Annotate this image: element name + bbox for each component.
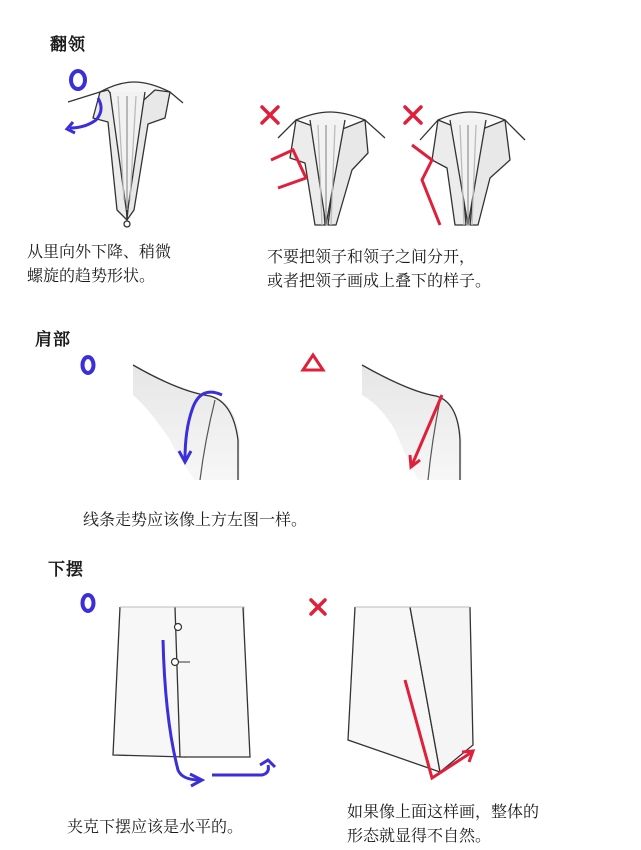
partial-mark-shoulder bbox=[303, 355, 323, 370]
section-title-hem: 下摆 bbox=[48, 560, 84, 580]
shoulder-caption: 线条走势应该像上方左图一样。 bbox=[83, 510, 308, 529]
shoulder-good-figure bbox=[133, 365, 240, 480]
hem-bad-caption: 如果像上面这样画，整体的 形态就显得不自然。 bbox=[347, 802, 540, 845]
lapel-bad-figure-1 bbox=[278, 112, 385, 225]
bad-mark-lapel-1 bbox=[262, 107, 278, 123]
bad-mark-hem bbox=[311, 600, 325, 614]
bad-mark-lapel-2 bbox=[405, 107, 421, 123]
good-mark-hem bbox=[83, 595, 94, 611]
good-mark-shoulder bbox=[83, 357, 94, 373]
good-mark-lapel bbox=[71, 71, 85, 89]
hem-good-arrow-horizontal bbox=[212, 765, 268, 775]
section-title-lapel: 翻领 bbox=[50, 35, 86, 55]
hem-bad-figure bbox=[348, 607, 473, 772]
hem-good-caption: 夹克下摆应该是水平的。 bbox=[67, 817, 244, 836]
lapel-bad-figure-2 bbox=[420, 112, 525, 225]
lapel-good-figure bbox=[68, 82, 183, 227]
section-title-shoulder: 肩部 bbox=[35, 330, 71, 350]
lapel-bad-caption: 不要把领子和领子之间分开， 或者把领子画成上叠下的样子。 bbox=[267, 247, 492, 290]
lapel-good-caption: 从里向外下降、稍微 螺旋的趋势形状。 bbox=[27, 242, 172, 285]
hem-good-figure bbox=[113, 607, 250, 757]
